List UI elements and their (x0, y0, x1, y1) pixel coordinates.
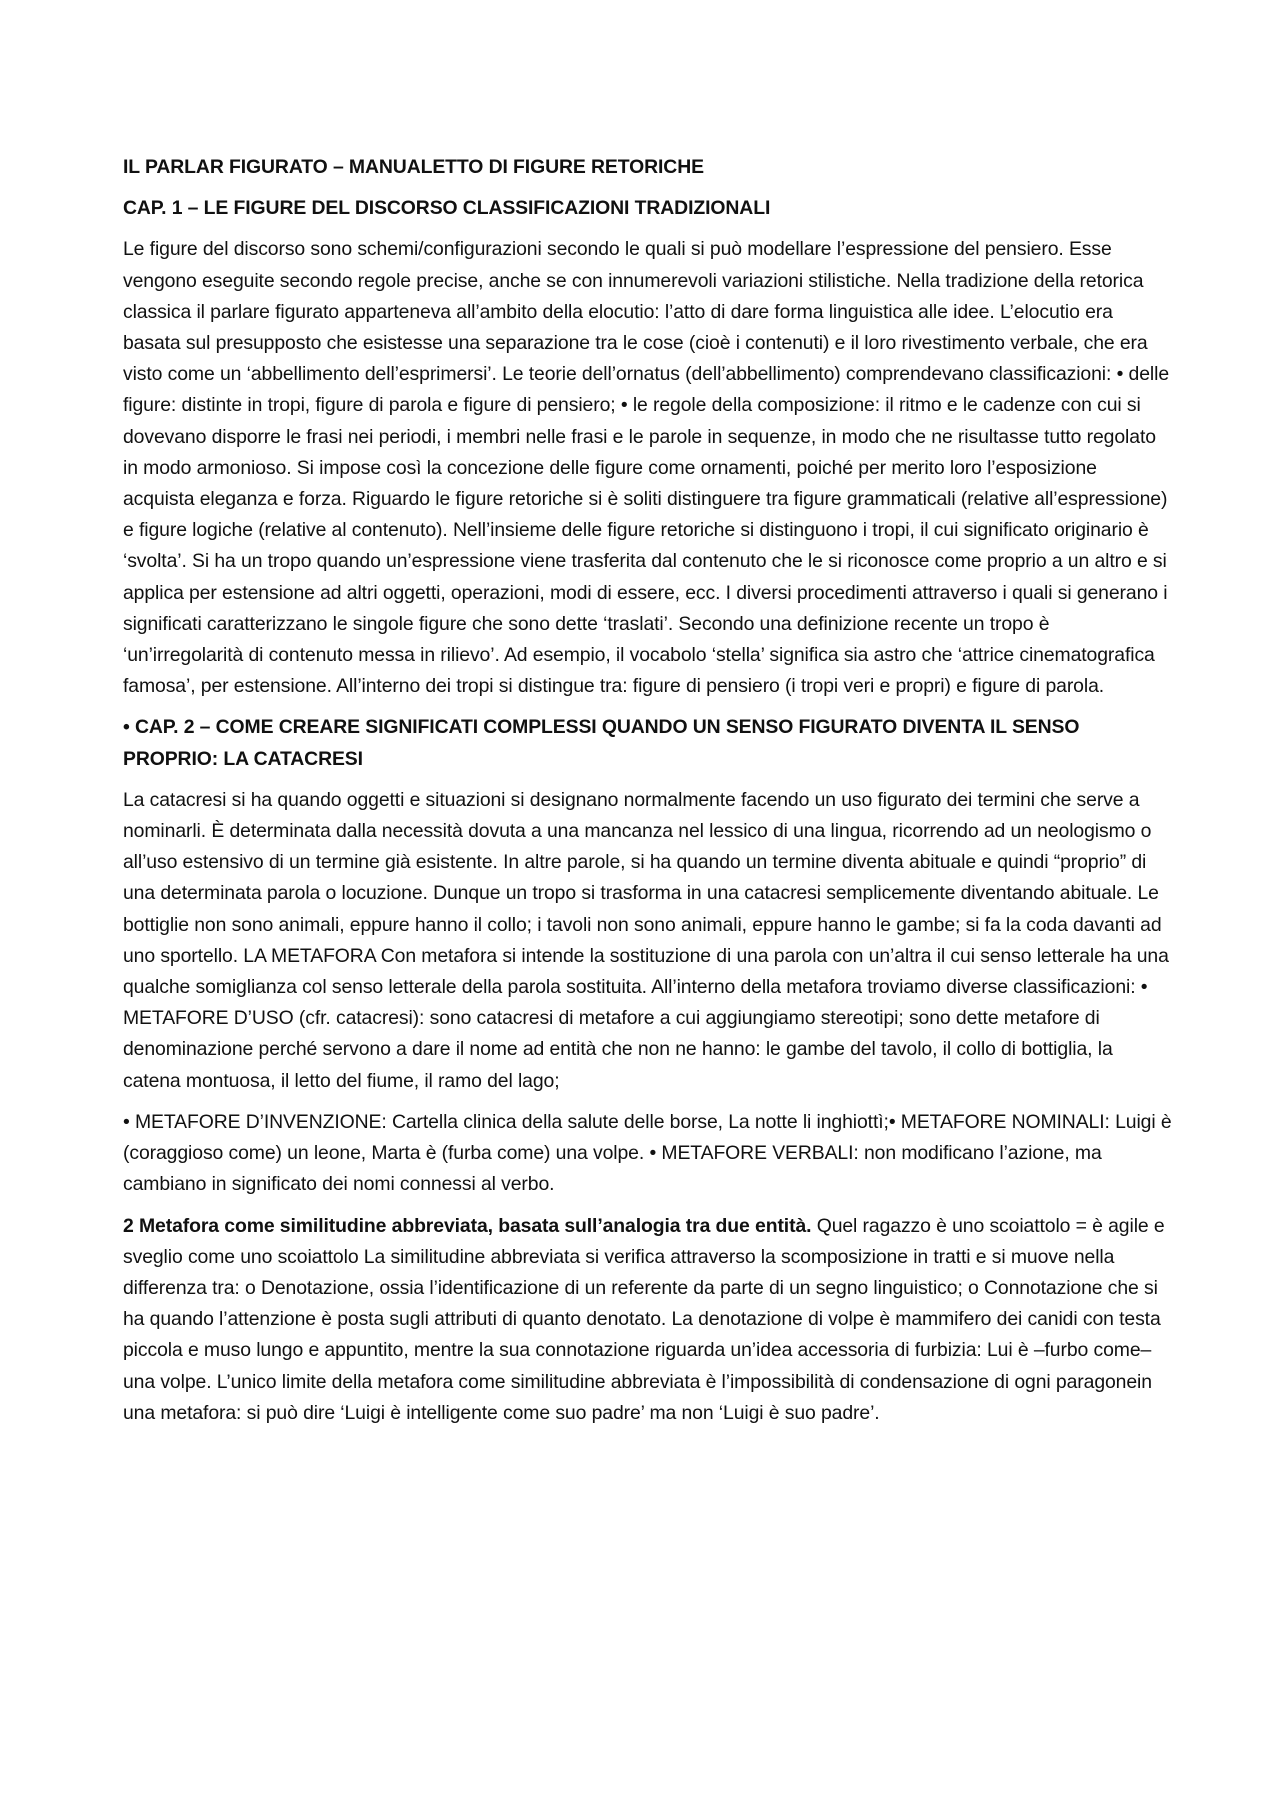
chapter-2-paragraph-catacresi: La catacresi si ha quando oggetti e situazioni si designano normalmente facendo un uso figurato dei termini che serve a nominarli. È determinata dalla necessità dovuta a una mancanza nel lessico di una lingua, ricorrendo ad un neologismo o all’uso estensivo di un termine già esistente. In altre parole, si ha quando un termine diventa abituale e quindi “proprio” di una determinata parola o locuzione. Dunque un tropo si trasforma in una catacresi semplicemente diventando abituale. Le bottiglie non sono animali, eppure hanno il collo; i tavoli non sono animali, eppure hanno le gambe; si fa la coda davanti ad uno sportello. LA METAFORA Con metafora si intende la sostituzione di una parola con un’altra il cui senso letterale ha una qualche somiglianza col senso letterale della parola sostituita. All’interno della metafora troviamo diverse classificazioni: • METAFORE D’USO (cfr. catacresi): sono catacresi di metafore a cui aggiungiamo stereotipi; sono dette metafore di denominazione perché servono a dare il nome ad entità che non ne hanno: le gambe del tavolo, il collo di bottiglia, la catena montuosa, il letto del fiume, il ramo del lago; (123, 788, 1169, 1092)
section-2-lead: 2 Metafora come similitudine abbreviata, basata sull’analogia tra due entità. (123, 1214, 812, 1237)
chapter-2-heading: • CAP. 2 – COME CREARE SIGNIFICATI COMPLESSI QUANDO UN SENSO FIGURATO DIVENTA IL SENSO PROPRIO: LA CATACRESI (123, 716, 1080, 770)
document-title: IL PARLAR FIGURATO – MANUALETTO DI FIGURE RETORICHE (123, 156, 704, 178)
document-page (123, 152, 1173, 1439)
chapter-2-paragraph-metafore: • METAFORE D’INVENZIONE: Cartella clinica della salute delle borse, La notte li inghiottì;• METAFORE NOMINALI: Luigi è (coraggioso come) un leone, Marta è (furba come) una volpe. • METAFORE VERBALI: non modificano l’azione, ma cambiano in significato dei nomi connessi al verbo. (123, 1110, 1172, 1196)
chapter-1-heading: CAP. 1 – LE FIGURE DEL DISCORSO CLASSIFICAZIONI TRADIZIONALI (123, 197, 771, 220)
section-2-text: Quel ragazzo è uno scoiattolo = è agile e sveglio come uno scoiattolo La similitudine abbreviata si verifica attraverso la scomposizione in tratti e si muove nella differenza tra: o Denotazione, ossia l’identificazione di un referente da parte di un segno linguistico; o Connotazione che si ha quando l’attenzione è posta sugli attributi di quanto denotato. La denotazione di volpe è mammifero dei canidi con testa piccola e muso lungo e appuntito, mentre la sua connotazione riguarda un’idea accessoria di furbizia: Lui è –furbo come– una volpe. L’unico limite della metafora come similitudine abbreviata è l’impossibilità di condensazione di ogni paragonein una metafora: si può dire ‘Luigi è intelligente come suo padre’ ma non ‘Luigi è suo padre’. (123, 1214, 1165, 1424)
section-2-paragraph (123, 1211, 1173, 1429)
chapter-1-paragraph: Le figure del discorso sono schemi/configurazioni secondo le quali si può modellare l’espressione del pensiero. Esse vengono eseguite secondo regole precise, anche se con innumerevoli variazioni stilistiche. Nella tradizione della retorica classica il parlare figurato apparteneva all’ambito della elocutio: l’atto di dare forma linguistica alle idee. L’elocutio era basata sul presupposto che esistesse una separazione tra le cose (cioè i contenuti) e il loro rivestimento verbale, che era visto come un ‘abbellimento dell’esprimersi’. Le teorie dell’ornatus (dell’abbellimento) comprendevano classificazioni: • delle figure: distinte in tropi, figure di parola e figure di pensiero; • le regole della composizione: il ritmo e le cadenze con cui si dovevano disporre le frasi nei periodi, i membri nelle frasi e le parole in sequenze, in modo che ne risultasse tutto regolato in modo armonioso. Si impose così la concezione delle figure come ornamenti, poiché per merito loro l’esposizione acquista eleganza e forza. Riguardo le figure retoriche si è soliti distinguere tra figure grammaticali (relative all’espressione) e figure logiche (relative al contenuto). Nell’insieme delle figure retoriche si distinguono i tropi, il cui significato originario è ‘svolta’. Si ha un tropo quando un’espressione viene trasferita dal contenuto che le si riconosce come proprio a un altro e si applica per estensione ad altri oggetti, operazioni, modi di essere, ecc. I diversi procedimenti attraverso i quali si generano i significati caratterizzano le singole figure che sono dette ‘traslati’. Secondo una definizione recente un tropo è ‘un’irregolarità di contenuto messa in rilievo’. Ad esempio, il vocabolo ‘stella’ significa sia astro che ‘attrice cinematografica famosa’, per estensione. All’interno dei tropi si distingue tra: figure di pensiero (i tropi veri e propri) e figure di parola. (123, 238, 1170, 698)
